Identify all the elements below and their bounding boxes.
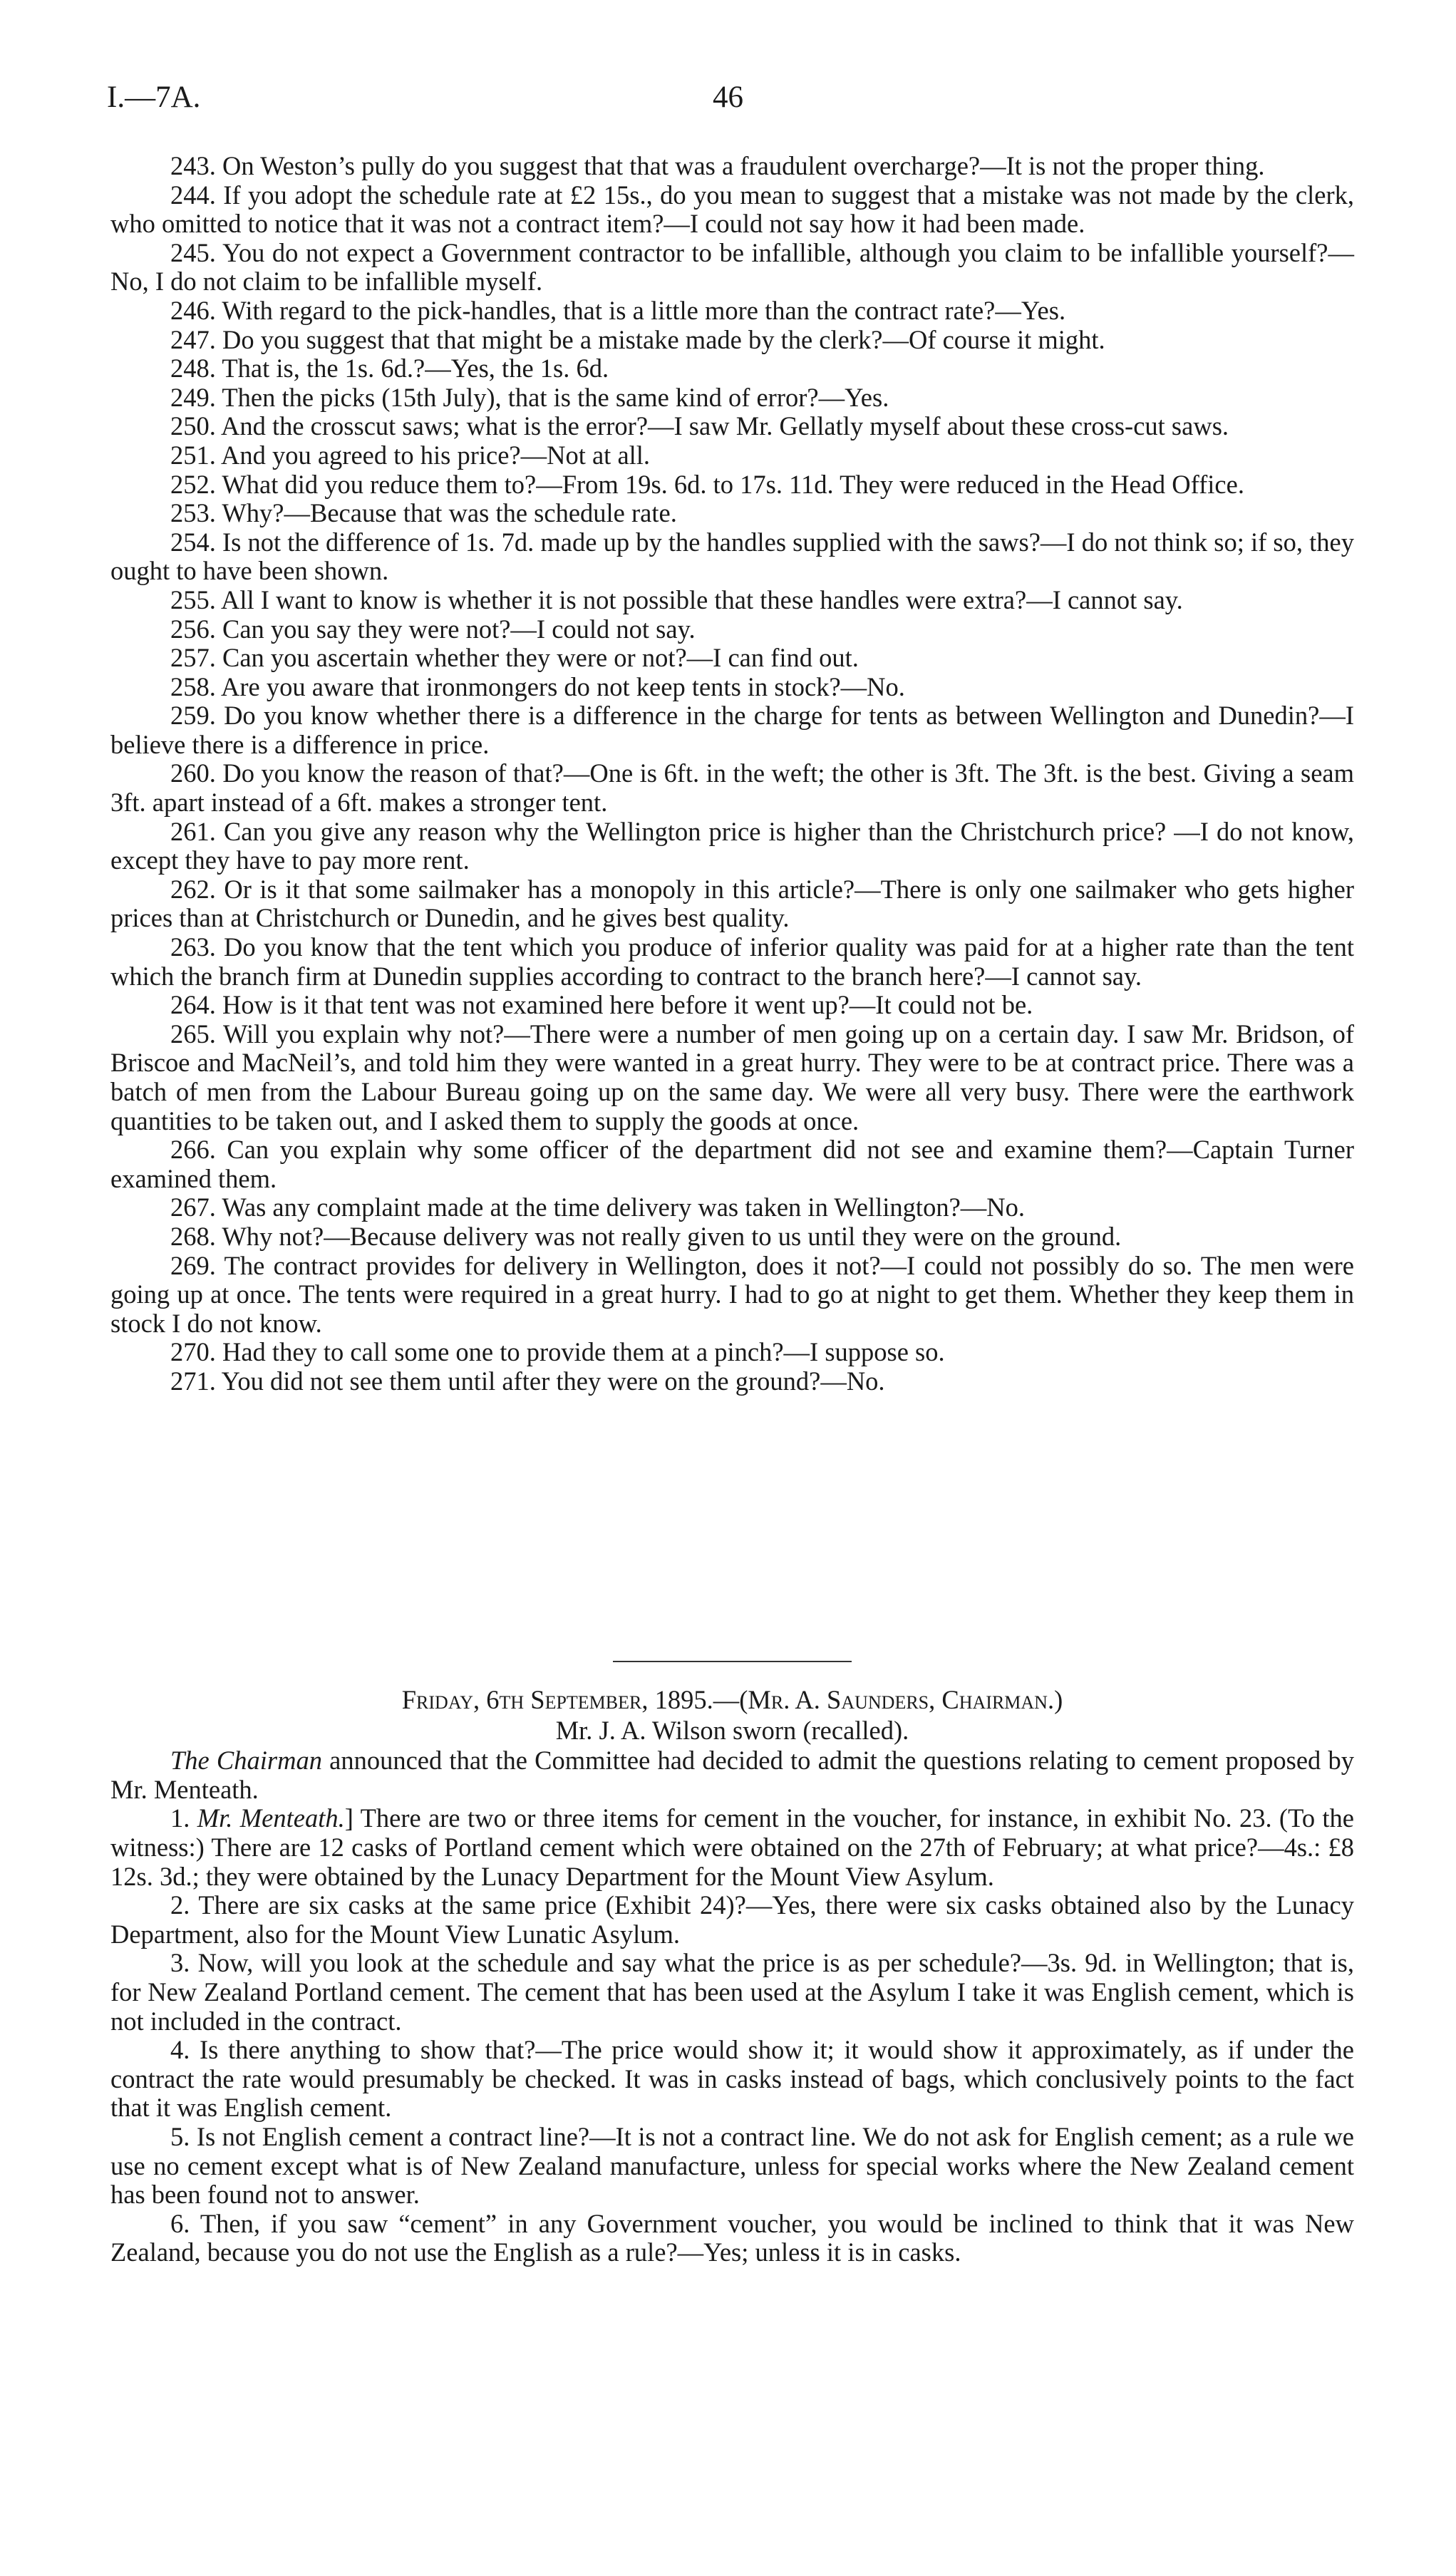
question-text: Now, will you look at the schedule and say what the price is as per schedule?—3s. 9d. in Wellington; that is, for New Zealand Portland cement. The cement that has been used at the Asylum I take it was English cement, which is not included in the contract.	[110, 1948, 1355, 2036]
question-answer: 264. How is it that tent was not examined here before it went up?—It could not be.	[170, 990, 1033, 1020]
question-text: Is not English cement a contract line?—It is not a contract line. We do not ask for English cement; as a rule we use no cement except what is of New Zealand manufacture, unless for special works where the New Zealand cement has been found not to answer.	[110, 2121, 1355, 2210]
speaker-name: Mr. Menteath.	[197, 1803, 345, 1833]
question-answer: 271. You did not see them until after they were on the ground?—No.	[170, 1366, 885, 1396]
question-text: Is there anything to show that?—The price would show it; it would show it approximately, as if under the contract the rate would presumably be checked. It was in casks instead of bags, which conclusively points to the fact that it was English cement.	[110, 2035, 1355, 2123]
question-answer: 260. Do you know the reason of that?—One is 6ft. in the weft; the other is 3ft. The 3ft. is the best. Giving a seam 3ft. apart instead of a 6ft. makes a stronger tent.	[110, 758, 1354, 818]
question-answer: 266. Can you explain why some officer of the department did not see and examine them?—Captain Turner examined them.	[110, 1135, 1354, 1193]
question-answer: 254. Is not the difference of 1s. 7d. made up by the handles supplied with the saws?—I do not think so; if so, they ought to have been shown.	[110, 527, 1354, 586]
question-answer: 251. And you agreed to his price?—Not at all.	[170, 440, 651, 470]
witness-line: Mr. J. A. Wilson sworn (recalled).	[555, 1715, 909, 1745]
session-chair: —(Mr. A. Saunders, Chairman.)	[713, 1685, 1063, 1714]
document-reference: I.—7A.	[107, 81, 201, 114]
question-answer: 263. Do you know that the tent which you produce of inferior quality was paid for at a higher rate than the tent which the branch firm at Dunedin supplies according to contract to the branch here?—I cannot say.	[110, 932, 1354, 991]
question-answer: 265. Will you explain why not?—There were a number of men going up on a certain day. I saw Mr. Bridson, of Briscoe and MacNeil’s, and told him they were wanted in a great hurry. They were to be at contract price. There was a batch of men from the Labour Bureau going up on the same day. We were all very busy. There were the earthwork quantities to be taken out, and I asked them to supply the goods at once.	[110, 1019, 1354, 1135]
question-answer: 244. If you adopt the schedule rate at £2 15s., do you mean to suggest that a mistake was not made by the clerk, who omitted to notice that it was not a contract item?—I could not say how it had been made.	[110, 180, 1354, 239]
page-number: 46	[713, 81, 743, 114]
question-answer: 268. Why not?—Because delivery was not really given to us until they were on the ground.	[170, 1221, 1122, 1251]
evidence-questions-part1	[110, 152, 1354, 1396]
session-date: Friday, 6th September, 1895.	[401, 1685, 713, 1714]
question-answer: 245. You do not expect a Government contractor to be infallible, although you claim to be infallible yourself?—No, I do not claim to be infallible myself.	[110, 237, 1354, 297]
question-answer: 250. And the crosscut saws; what is the error?—I saw Mr. Gellatly myself about these cross-cut saws.	[170, 411, 1229, 441]
question-answer: 261. Can you give any reason why the Wellington price is higher than the Christchurch price? —I do not know, except they have to pay more rent.	[110, 816, 1354, 875]
question-answer: 257. Can you ascertain whether they were or not?—I can find out.	[170, 643, 859, 673]
question-answer	[110, 1949, 1354, 2036]
question-number: 4.	[170, 2035, 200, 2065]
question-number: 5.	[170, 2121, 197, 2151]
question-answer	[110, 2210, 1354, 2267]
question-answer: 249. Then the picks (15th July), that is the same kind of error?—Yes.	[170, 382, 889, 412]
question-answer: 270. Had they to call some one to provide them at a pinch?—I suppose so.	[170, 1337, 945, 1367]
question-answer	[110, 1804, 1354, 1891]
question-answer: 255. All I want to know is whether it is not possible that these handles were extra?—I cannot say.	[170, 584, 1183, 614]
question-text: There are six casks at the same price (Exhibit 24)?—Yes, there were six casks obtained also by the Lunacy Department, also for the Mount View Lunatic Asylum.	[110, 1890, 1355, 1949]
question-number: 1.	[170, 1803, 197, 1833]
session-heading	[110, 1686, 1354, 1715]
question-text: ] There are two or three items for cement in the voucher, for instance, in exhibit No. 23. (To the witness:) There are 12 casks of Portland cement which were obtained on the 27th of February; at what price?—4s.: £8 12s. 3d.; they were obtained by the Lunacy Department for the Mount View Asylum.	[110, 1803, 1355, 1891]
question-number: 6.	[170, 2208, 200, 2238]
question-answer	[110, 1891, 1354, 1949]
question-answer: 269. The contract provides for delivery in Wellington, does it not?—I could not possibly do so. The men were going up at once. The tents were required in a great hurry. I had to go at night to get them. Whether they keep them in stock I do not know.	[110, 1250, 1354, 1338]
question-answer: 248. That is, the 1s. 6d.?—Yes, the 1s. 6d.	[170, 354, 609, 383]
chairman-label: The Chairman	[170, 1746, 322, 1776]
question-number: 3.	[170, 1948, 198, 1978]
question-answer: 247. Do you suggest that that might be a mistake made by the clerk?—Of course it might.	[170, 324, 1105, 354]
chairman-text: announced that the Committee had decided to admit the questions relating to cement proposed by Mr. Menteath.	[110, 1746, 1354, 1804]
question-answer: 262. Or is it that some sailmaker has a monopoly in this article?—There is only one sailmaker who gets higher prices than at Christchurch or Dunedin, and he gives best quality.	[110, 874, 1354, 933]
question-answer: 258. Are you aware that ironmongers do not keep tents in stock?—No.	[170, 671, 905, 701]
chairman-announcement	[110, 1746, 1354, 1804]
question-answer: 253. Why?—Because that was the schedule rate.	[170, 498, 677, 528]
section-divider	[613, 1661, 852, 1662]
question-answer: 259. Do you know whether there is a difference in the charge for tents as between Wellington and Dunedin?—I believe there is a difference in price.	[110, 701, 1354, 759]
question-answer: 243. On Weston’s pully do you suggest that that was a fraudulent overcharge?—It is not the proper thing.	[170, 151, 1265, 180]
question-text: Then, if you saw “cement” in any Government voucher, you would be inclined to think that it was New Zealand, because you do not use the English as a rule?—Yes; unless it is in casks.	[110, 2208, 1354, 2267]
evidence-questions-part2	[110, 1804, 1354, 2267]
question-answer: 246. With regard to the pick-handles, that is a little more than the contract rate?—Yes.	[170, 295, 1066, 325]
question-answer: 267. Was any complaint made at the time delivery was taken in Wellington?—No.	[170, 1192, 1026, 1222]
question-answer: 252. What did you reduce them to?—From 19s. 6d. to 17s. 11d. They were reduced in the Head Office.	[170, 469, 1244, 499]
question-number: 2.	[170, 1890, 199, 1920]
question-answer	[110, 2123, 1354, 2210]
question-answer	[110, 2036, 1354, 2123]
session-section	[110, 1686, 1354, 2267]
question-answer: 256. Can you say they were not?—I could not say.	[170, 614, 696, 644]
